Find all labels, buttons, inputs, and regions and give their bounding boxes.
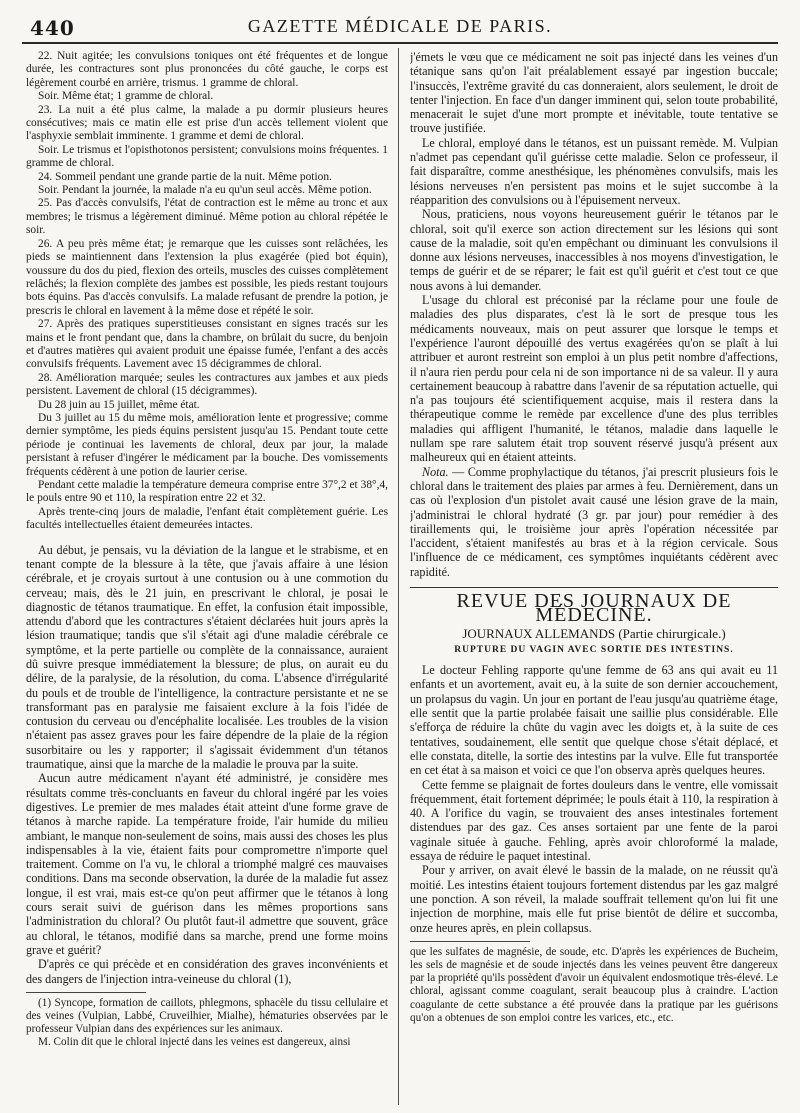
journal-title: GAZETTE MÉDICALE DE PARIS. [247,16,553,36]
column-divider [398,48,399,1105]
left-column [26,50,388,1105]
page-number: 440 [30,16,75,40]
nota-text: — Comme prophylactique du tétanos, j'ai prescrit plusieurs fois le chloral dans le traitement des plaies par armes à feu. Dernièrement, dans un cas où l'explosion d'un pistolet avait causé une lésion grave de la main, j'administrai le chloral hydraté (3 gr. par jour) pour remédier à des tiraillements qui, le troisième jour après l'opération nécessitée par l'accident, s'étaient manifestés au bras et à la région cervicale. Sous l'influence de ce médicament, ces symptômes inquiétants cédèrent avec rapidité. [410,464,778,579]
right-column [410,50,778,1105]
body-paragraph: Nous, praticiens, nous voyons heureusement guérir le tétanos par le chloral, soit qu'il exerce son action directement sur les lésions qui sont cause de la maladie, soit qu'en empêchant ou diminuant les convulsions il donne aux lésions nerveuses, inaccessibles à nos moyens d'investigation, le temps de guérir et de se réparer; le fait est qu'il guérit et c'est tout ce que nous avons à lui demander. [410,207,778,293]
nota-label: Nota. [422,464,449,479]
case-paragraph: 26. A peu près même état; je remarque que les cuisses sont relâchées, les pieds se maintiennent dans l'extension la plus exagérée (pied bot équin), voussure du dos du pied, flexion des orteils, muscles des cuisses complètement relâchés; la flexion complète des jambes est possible, les pieds restant toujours bots équins. Pas d'accès convulsifs. La malade refusant de prendre la potion, je prescris le chloral en lavement à la même dose et répété le soir. [26,237,388,317]
footnote: que les sulfates de magnésie, de soude, etc. D'après les expériences de Bucheim, les sels de magnésie et de soude injectés dans les veines peuvent être dangereux par la propriété qu'ils possèdent d'avoir un équivalent endosmotique très-élevé. Le chloral, agissant comme coagulant, serait beaucoup plus à craindre. L'action coagulante de cette substance a été prouvée dans la pratique par les guérisons qu'on a obtenues de son emploi contre les varices, etc., etc. [410,945,778,1024]
subsection-title: JOURNAUX ALLEMANDS (Partie chirurgicale.) [462,625,726,641]
footnote: M. Colin dit que le chloral injecté dans les veines est dangereux, ainsi [38,1036,351,1049]
section-title: REVUE DES JOURNAUX DE MÉDECINE. [456,589,732,627]
article-paragraph: Le docteur Fehling rapporte qu'une femme de 63 ans qui avait eu 11 enfants et un avortement, avait eu, à la suite de son dernier accouchement, un prolapsus du vagin. Un jour en portant de l'eau jusqu'au quatrième étage, elle sentit que la partie prolabée faisait une saillie plus considérable. Elle s'efforça de réduire la chûte du vagin avec les doigts et, à la suite de ces tentatives, soudainement, elle sentit que quelque chose s'était déplacé, et elle constata, ditelle, la sortie des intestins par la vulve. Elle fut transportée en cet état à sa maison et voici ce que l'on observa après quelques heures. [410,663,778,778]
case-paragraph: Pendant cette maladie la température demeura comprise entre 37°,2 et 38°,4, le pouls entre 90 et 110, la respiration entre 22 et 32. [26,479,388,505]
footnote: (1) Syncope, formation de caillots, phlegmons, sphacèle du tissu cellulaire et des veines (Vulpian, Labbé, Cruveilhier, Mialhe), hématuries observées par le professeur Vulpian dans des expériences sur les animaux. [26,996,388,1036]
case-paragraph: Soir. Le trismus et l'opisthotonos persistent; convulsions moins fréquentes. 1 gramme de chloral. [26,143,388,170]
case-paragraph: 23. La nuit a été plus calme, la malade a pu dormir plusieurs heures consécutives; mais ce matin elle est prise d'un accès tellement violent que l'asphyxie semblait imminente. 1 gramme et demi de chloral. [26,103,388,143]
footnote-rule [26,992,146,993]
body-paragraph: Aucun autre médicament n'ayant été administré, je considère mes résultats comme très-concluants en faveur du chloral ingéré par les voies digestives. Le premier de mes malades était atteint d'une forme grave de tétanos à marche rapide. La température froide, l'air humide du milieu ambiant, le manque non-seulement de soins, mais aussi des choses les plus indispensables à la vie, étaient faits pour compromettre n'importe quel traitement. Comme on l'a vu, le chloral a triomphé malgré ces mauvaises conditions. Dans ma seconde observation, la durée de la maladie fut assez longue, il est vrai, mais est-ce qu'on peut affirmer que le tétanos à long cours serait suivi de guérison dans les mêmes proportions sans l'administration du chloral? Ou plutôt faut-il admettre que souvent, grâce au chloral, le tétanos, modifié dans sa marche, prend une forme moins grave et guérit? [26,771,388,957]
footnotes [26,997,388,1050]
body-paragraph: j'émets le vœu que ce médicament ne soit pas injecté dans les veines d'un tétanique sans qu'on l'ait préalablement essayé par ingestion buccale; l'insuccès, l'extrême gravité du cas donneraient, alors seulement, le droit de tenter l'injection. En face d'un danger imminent qui, selon toute probabilité, menacerait le sujet d'une mort prompte et inévitable, toute tentative se trouve justifiée. [410,50,778,136]
case-paragraph: Du 3 juillet au 15 du même mois, amélioration lente et progressive; comme dernier symptôme, les pieds équins persistent jusqu'au 15. Pendant toute cette période je continuai les lavements de chloral, deux par jour, la malade persistant à refuser d'ingérer le médicament par la bouche. Des vomissements fréquents cédèrent à une potion de laurier cerise. [26,411,388,478]
body-paragraph: L'usage du chloral est préconisé par la réclame pour une foule de maladies des plus disparates, c'est là le sort de presque tous les médicaments nouveaux, mais on peut assurer que lorsque le temps et l'expérience l'auront dépouillé des vertus exagérées qu'on se plaît à lui attribuer et auront restreint son emploi à un plus petit nombre d'affections, il n'aura rien perdu pour cela ni de son importance ni de sa valeur. Il y aura certainement beaucoup à rabattre dans l'avenir de sa réputation actuelle, qui n'a pas toujours été scientifiquement acquise, mais il restera dans la thérapeutique comme le remède par excellence d'une des plus terribles maladies qui affligent l'humanité, le tétanos, maladie dans laquelle le nullam spe rare salutem était trop souvent réservé jusqu'à présent aux malheureux qui en étaient atteints. [410,293,778,465]
case-paragraph: Après trente-cinq jours de maladie, l'enfant était complètement guérie. Les facultés intellectuelles étaient demeurées intactes. [26,505,388,532]
page-header [22,10,778,40]
case-paragraph: 22. Nuit agitée; les convulsions toniques ont été fréquentes et de longue durée, les contractures sont plus prononcées du côté gauche, le corps est légèrement courbé en arrière, trismus. 1 gramme de chloral. [26,50,388,89]
case-paragraph: Soir. Même état; 1 gramme de chloral. [38,90,214,103]
spacer [26,533,388,543]
nota-paragraph [410,465,778,579]
body-paragraph: D'après ce qui précède et en considération des graves inconvénients et des dangers de l'injection intra-veineuse du chloral (1), [26,957,388,986]
article-title: RUPTURE DU VAGIN AVEC SORTIE DES INTESTINS. [454,644,734,655]
article-paragraph: Cette femme se plaignait de fortes douleurs dans le ventre, elle vomissait fréquemment, était fortement déprimée; le pouls était à 110, la respiration à 40. A l'orifice du vagin, se trouvaient des anses intestinales fortement distendues par des gaz. Ces anses sortaient par une fente de la paroi vaginale située à gauche. Fehling, après avoir chloroformé la malade, essaya de réduire le paquet intestinal. [410,777,778,864]
case-paragraph: 24. Sommeil pendant une grande partie de la nuit. Même potion. [38,170,332,183]
section-rule [410,587,778,588]
case-notes [26,50,388,533]
footnote-rule [410,941,530,942]
footnote-continuation [410,946,778,1025]
body-paragraph: Au début, je pensais, vu la déviation de la langue et le strabisme, et en tenant compte de la blessure à la tête, que j'avais affaire à une lésion cérébrale, et je croyais surtout à une contusion ou à une commotion du cerveau; mais, dès le 21 juin, en prescrivant le chloral, je posai le diagnostic de tétanos traumatique. En effet, la confusion était impossible, attendu d'abord que les contractures s'étaient déclarées huit jours après la lésion traumatique; tandis que s'il s'était agi d'une maladie cérébrale ce symptôme, et la perte partielle ou complète de la connaissance, auraient dû suivre presque immédiatement la blessure; de plus, on aurait eu du délire, de la paralysie, de la résolution, du coma. L'absence d'irrégularité du pouls et de trouble de l'intelligence, la contracture persistante et ne se transformant pas en paralysie me faisaient exclure à la fois l'idée de contusion du cerveau ou d'encéphalite localisée. Les troubles de la vision n'étaient pas assez graves pour les faire dépendre de la plaie de la région susorbitaire ou les y rapporter; il s'agissait évidemment d'un tétanos traumatique, ainsi que la marche de la maladie le prouva par la suite. [26,542,388,772]
case-paragraph: 25. Pas d'accès convulsifs, l'état de contraction est le même au tronc et aux membres; le trismus a légèrement diminué. Même potion au chloral répétée le soir. [26,197,388,237]
case-paragraph: Du 28 juin au 15 juillet, même état. [38,398,200,411]
case-paragraph: 27. Après des pratiques superstitieuses consistant en signes tracés sur les mains et le front pendant que, dans la chambre, on brûlait du sucre, du benjoin et d'autres matières qui avaient produit une épaisse fumée, l'enfant a des accès convulsifs fréquents. Lavement avec 15 décigrammes de chloral. [26,318,388,371]
article-paragraph: Pour y arriver, on avait élevé le bassin de la malade, on ne réussit qu'à moitié. Les intestins étaient toujours fortement distendus par les gaz malgré une ponction. A son réveil, la malade souffrait tellement qu'on lui fit une injection de morphine, mais elle fut prise bientôt de délire et succomba, onze heures après, en plein collapsus. [410,863,778,935]
header-rule [22,42,778,44]
case-paragraph: Soir. Pendant la journée, la malade n'a eu qu'un seul accès. Même potion. [38,184,372,197]
body-paragraph: Le chloral, employé dans le tétanos, est un puissant remède. M. Vulpian n'admet pas cependant qu'il guérisse cette maladie. Selon ce professeur, il fait disparaître, comme anesthésique, les phénomènes convulsifs, mais les lésions nerveuses n'en persistent pas moins et le sujet succombe à la réapparition des convulsions ou à l'épuisement nerveux. [410,135,778,207]
case-paragraph: 28. Amélioration marquée; seules les contractures aux jambes et aux pieds persistent. Lavement de chloral (15 décigrammes). [26,371,388,398]
